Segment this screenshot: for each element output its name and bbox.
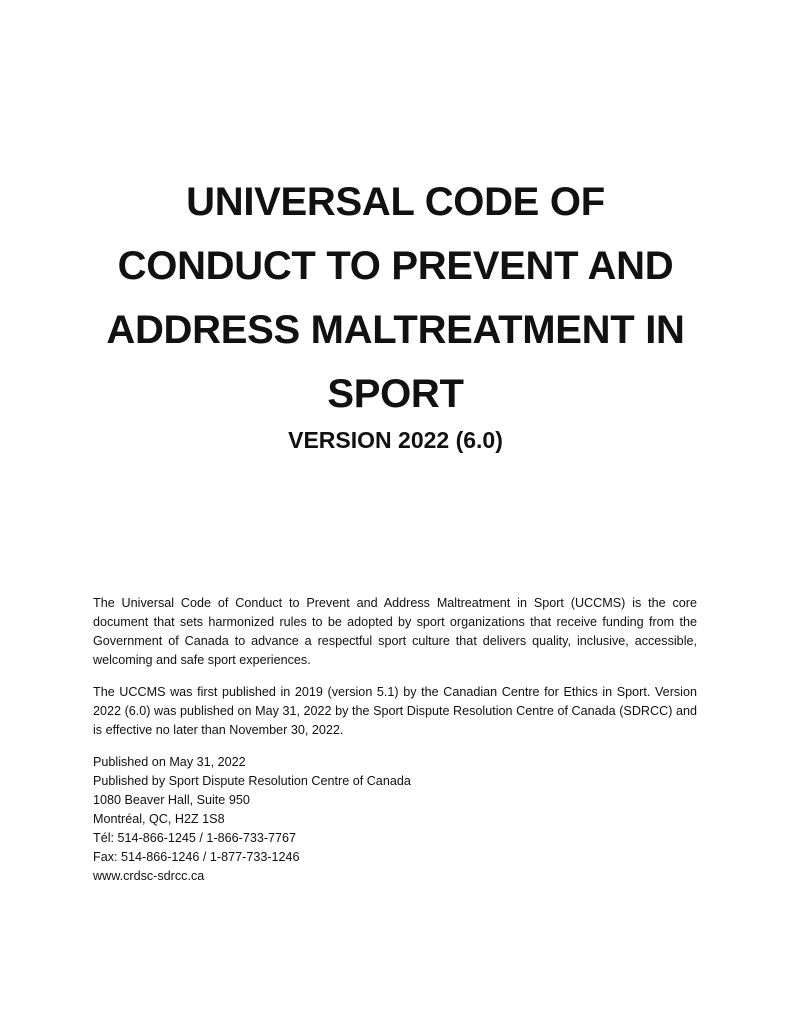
- history-paragraph: The UCCMS was first published in 2019 (version 5.1) by the Canadian Centre for Ethics in Sport. Version 2022 (6.0) was published on May 31, 2022 by the Sport Dispute Resolution Centre of Canada (SDRCC) and is effective no later than November 30, 2022.: [93, 685, 697, 737]
- title-line-4: SPORT: [327, 372, 464, 416]
- published-by: Published by Sport Dispute Resolution Centre of Canada: [93, 774, 411, 788]
- title-line-1: UNIVERSAL CODE OF: [186, 180, 605, 224]
- document-title: [60, 170, 731, 426]
- intro-paragraph: The Universal Code of Conduct to Prevent and Address Maltreatment in Sport (UCCMS) is the core document that sets harmonized rules to be adopted by sport organizations that receive funding from the Government of Canada to advance a respectful sport culture that delivers quality, inclusive, accessible, welcoming and safe sport experiences.: [93, 596, 697, 667]
- website-link[interactable]: www.crdsc-sdrcc.ca: [93, 869, 205, 883]
- address-line-1: 1080 Beaver Hall, Suite 950: [93, 793, 250, 807]
- address-line-2: Montréal, QC, H2Z 1S8: [93, 812, 225, 826]
- document-version: VERSION 2022 (6.0): [288, 427, 503, 453]
- publisher-contact-block: [93, 753, 697, 886]
- published-on: Published on May 31, 2022: [93, 755, 246, 769]
- fax: Fax: 514-866-1246 / 1-877-733-1246: [93, 850, 300, 864]
- document-body: [93, 594, 697, 886]
- title-line-2: CONDUCT TO PREVENT AND: [117, 244, 674, 288]
- telephone: Tél: 514-866-1245 / 1-866-733-7767: [93, 831, 297, 845]
- title-line-3: ADDRESS MALTREATMENT IN: [106, 308, 685, 352]
